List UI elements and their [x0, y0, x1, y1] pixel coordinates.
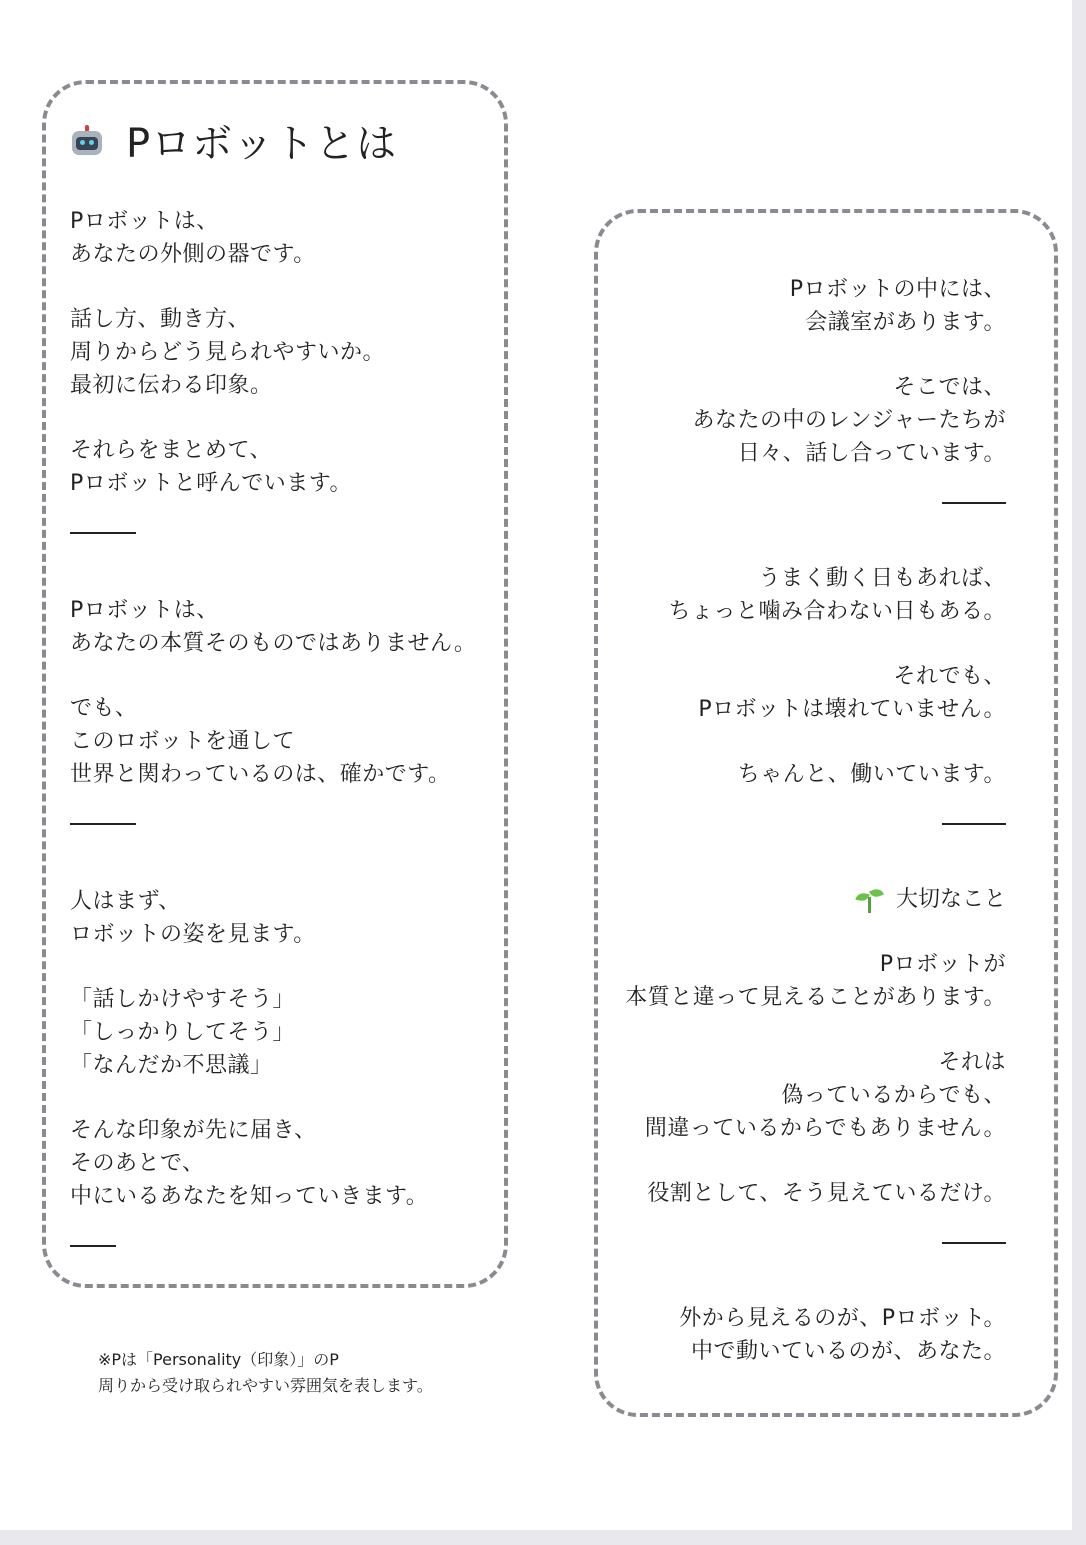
- text-line: あなたの中のレンジャーたちが: [692, 408, 1006, 433]
- text-line: Pロボットは、: [70, 598, 219, 623]
- section-divider: [942, 502, 1006, 504]
- text-line: でも、: [70, 696, 138, 721]
- text-line: 外から見えるのが、Pロボット。: [679, 1306, 1006, 1331]
- text-line: 人はまず、: [70, 889, 181, 914]
- sprout-icon: [854, 887, 884, 913]
- text-line: 日々、話し合っています。: [737, 441, 1006, 466]
- paragraph: [608, 660, 1006, 726]
- paragraph: [70, 594, 480, 660]
- text-line: このロボットを通して: [70, 729, 296, 754]
- text-line: Pロボットが: [879, 952, 1006, 977]
- text-line: ちょっと噛み合わない日もある。: [668, 599, 1006, 624]
- section-divider: [942, 823, 1006, 825]
- section-divider: [70, 1245, 116, 1247]
- text-line: それでも、: [893, 664, 1006, 689]
- text-line: 中にいるあなたを知っていきます。: [70, 1184, 429, 1209]
- text-line: 世界と関わっているのは、確かです。: [70, 762, 451, 787]
- paragraph: [608, 758, 1006, 791]
- text-line: あなたの外側の器です。: [70, 242, 316, 267]
- section-divider: [942, 1242, 1006, 1244]
- text-line: 本質と違って見えることがあります。: [625, 985, 1006, 1010]
- text-line: それは: [938, 1050, 1006, 1075]
- text-line: 「しっかりしてそう」: [70, 1020, 296, 1045]
- paragraph: [70, 983, 480, 1082]
- paragraph: [608, 562, 1006, 628]
- paragraph: [608, 1302, 1006, 1368]
- text-line: 「なんだか不思議」: [70, 1053, 273, 1078]
- card-title: [70, 112, 480, 169]
- paragraph: [70, 205, 480, 271]
- text-line: そこでは、: [893, 375, 1006, 400]
- left-card: [42, 80, 508, 1288]
- paragraph: [608, 1046, 1006, 1145]
- paragraph: [608, 273, 1006, 339]
- text-line: ロボットの姿を見ます。: [70, 922, 316, 947]
- text-line: 話し方、動き方、: [70, 307, 251, 332]
- text-line: Pロボットは壊れていません。: [698, 697, 1006, 722]
- section-heading-text: 大切なこと: [895, 887, 1006, 912]
- paragraph: [608, 371, 1006, 470]
- text-line: Pロボットの中には、: [789, 277, 1006, 302]
- text-line: 周りからどう見られやすいか。: [70, 340, 386, 365]
- footnote: [98, 1347, 433, 1399]
- paragraph: [70, 692, 480, 791]
- text-line: うまく動く日もあれば、: [758, 566, 1006, 591]
- text-line: 間違っているからでもありません。: [644, 1116, 1006, 1141]
- footnote-line: ※Pは「Personality（印象）」のP: [98, 1350, 339, 1369]
- text-line: 中で動いているのが、あなた。: [690, 1339, 1006, 1364]
- paragraph: [70, 885, 480, 951]
- text-line: それらをまとめて、: [70, 438, 273, 463]
- paragraph: [70, 303, 480, 402]
- section-heading: [608, 883, 1006, 916]
- text-line: ちゃんと、働いています。: [737, 762, 1006, 787]
- text-line: そんな印象が先に届き、: [70, 1118, 317, 1143]
- section-divider: [70, 532, 136, 534]
- text-line: 役割として、そう見えているだけ。: [647, 1181, 1006, 1206]
- paragraph: [608, 948, 1006, 1014]
- paragraph: [70, 434, 480, 500]
- text-line: あなたの本質そのものではありません。: [70, 631, 477, 656]
- right-card: [594, 209, 1058, 1417]
- section-divider: [70, 823, 136, 825]
- text-line: 最初に伝わる印象。: [70, 373, 273, 398]
- footnote-line: 周りから受け取られやすい雰囲気を表します。: [98, 1376, 433, 1395]
- robot-icon: [70, 125, 104, 157]
- text-line: 偽っているからでも、: [781, 1083, 1006, 1108]
- card-title-text: Pロボットとは: [126, 121, 398, 167]
- text-line: 会議室があります。: [805, 310, 1006, 335]
- paragraph: [70, 1114, 480, 1213]
- text-line: そのあとで、: [70, 1151, 205, 1176]
- text-line: 「話しかけやすそう」: [70, 987, 296, 1012]
- text-line: Pロボットは、: [70, 209, 219, 234]
- paragraph: [608, 1177, 1006, 1210]
- text-line: Pロボットと呼んでいます。: [70, 471, 353, 496]
